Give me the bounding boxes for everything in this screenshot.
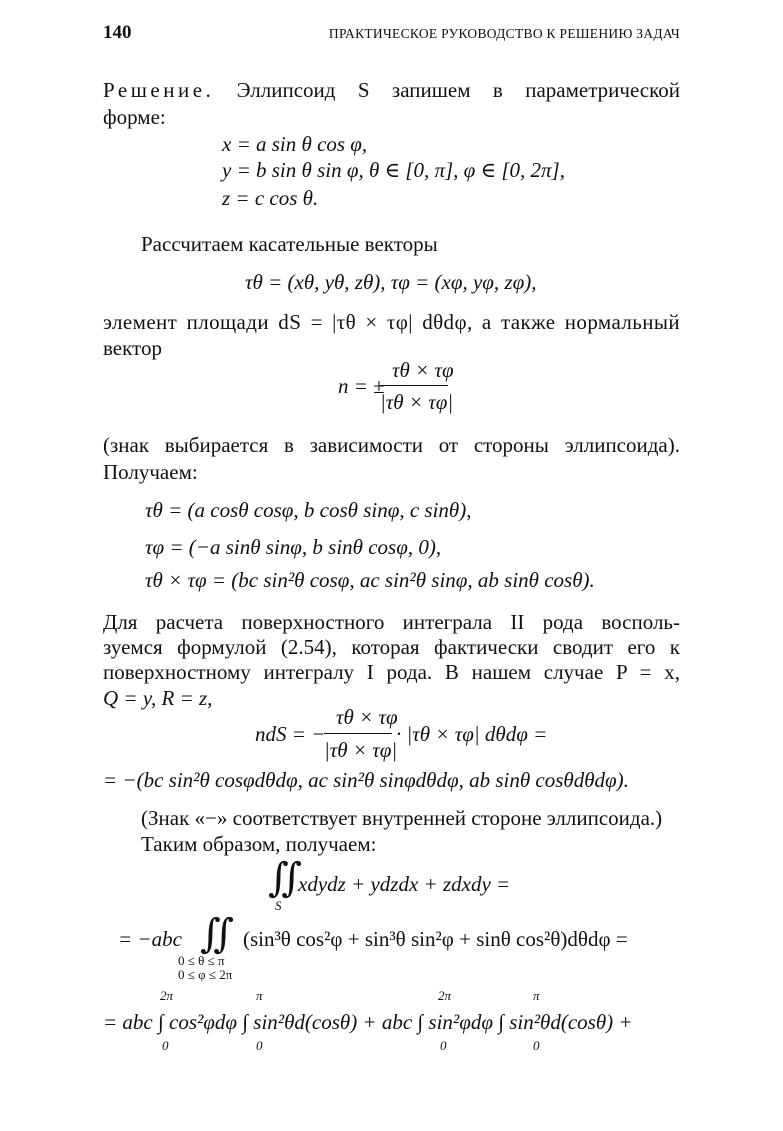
nds-fraction-bar	[324, 733, 392, 734]
normal-fraction-bar	[380, 385, 448, 386]
paragraph2-line-4: Q = y, R = z,	[103, 686, 213, 710]
sign-line-2: Получаем:	[103, 460, 198, 484]
limit-lower-3: 0	[440, 1038, 447, 1053]
solution-label: Решение.	[103, 78, 215, 102]
param-y: y = b sin θ sin φ, θ ∈ [0, π], φ ∈ [0, 2π],	[222, 158, 565, 182]
note-line-1: (Знак «−» соответствует внутренней стороне эллипсоида.)	[141, 806, 663, 830]
solution-line-2: форме:	[103, 105, 166, 129]
limit-lower-1: 0	[162, 1038, 169, 1053]
sign-line-1: (знак выбирается в зависимости от стороны эллипсоида).	[103, 433, 680, 457]
integral-line-2-lhs: = −abc	[118, 927, 182, 951]
tangent-intro: Рассчитаем касательные векторы	[141, 232, 438, 256]
running-title: ПРАКТИЧЕСКОЕ РУКОВОДСТВО К РЕШЕНИЮ ЗАДАЧ	[328, 26, 680, 41]
paragraph2-line-3: поверхностному интегралу I рода. В нашем случае P = x,	[103, 660, 680, 684]
page-number: 140	[103, 22, 132, 43]
tangent-formula: τθ = (xθ, yθ, zθ), τφ = (xφ, yφ, zφ),	[245, 270, 537, 294]
integral-condition-theta: 0 ≤ θ ≤ π	[178, 953, 225, 968]
normal-denominator: |τθ × τφ|	[380, 390, 454, 414]
nds-lhs: ndS = −	[255, 722, 326, 746]
vector-cross: τθ × τφ = (bc sin²θ cosφ, ac sin²θ sinφ, ab sinθ cosθ).	[145, 568, 595, 592]
nds-rhs: · |τθ × τφ| dθdφ =	[396, 722, 548, 746]
nds-numerator: τθ × τφ	[336, 705, 398, 729]
solution-line-1	[103, 78, 680, 103]
param-z: z = c cos θ.	[222, 186, 319, 210]
normal-lhs: n = ±	[338, 374, 385, 398]
nds-result: = −(bc sin²θ cosφdθdφ, ac sin²θ sinφdθdφ, ab sinθ cosθdθdφ).	[103, 768, 629, 792]
normal-numerator: τθ × τφ	[392, 358, 454, 382]
limit-lower-2: 0	[256, 1038, 263, 1053]
double-integral-icon-2: ∬	[200, 911, 235, 956]
integral-line-3: = abc ∫ cos²φdφ ∫ sin²θd(cosθ) + abc ∫ sin²φdφ ∫ sin²θd(cosθ) +	[103, 1010, 633, 1034]
double-integral-icon: ∬	[268, 855, 303, 900]
solution-text-1: Эллипсоид S запишем в параметрической	[236, 78, 681, 102]
limit-upper-1: 2π	[160, 988, 174, 1003]
note-line-2: Таким образом, получаем:	[141, 832, 377, 856]
vector-t-theta: τθ = (a cosθ cosφ, b cosθ sinφ, c sinθ),	[145, 498, 472, 522]
paragraph2-line-2: зуемся формулой (2.54), которая фактически сводит его к	[103, 635, 680, 659]
area-line-2: вектор	[103, 336, 162, 360]
param-x: x = a sin θ cos φ,	[222, 132, 368, 156]
nds-denominator: |τθ × τφ|	[324, 738, 398, 762]
limit-upper-2: π	[256, 988, 263, 1003]
paragraph2-line-1: Для расчета поверхностного интеграла II рода восполь-	[103, 610, 680, 634]
page-header	[103, 22, 680, 44]
integral-condition-phi: 0 ≤ φ ≤ 2π	[178, 967, 233, 982]
vector-t-phi: τφ = (−a sinθ sinφ, b sinθ cosφ, 0),	[145, 535, 442, 559]
area-line-1: элемент площади dS = |τθ × τφ| dθdφ, а также нормальный	[103, 310, 680, 334]
integral-surface-label: S	[275, 898, 282, 913]
limit-lower-4: 0	[533, 1038, 540, 1053]
limit-upper-3: 2π	[438, 988, 452, 1003]
integral-line-1: xdydz + ydzdx + zdxdy =	[298, 872, 511, 896]
limit-upper-4: π	[533, 988, 540, 1003]
integral-line-2-body: (sin³θ cos²φ + sin³θ sin²φ + sinθ cos²θ)dθdφ =	[243, 927, 628, 951]
